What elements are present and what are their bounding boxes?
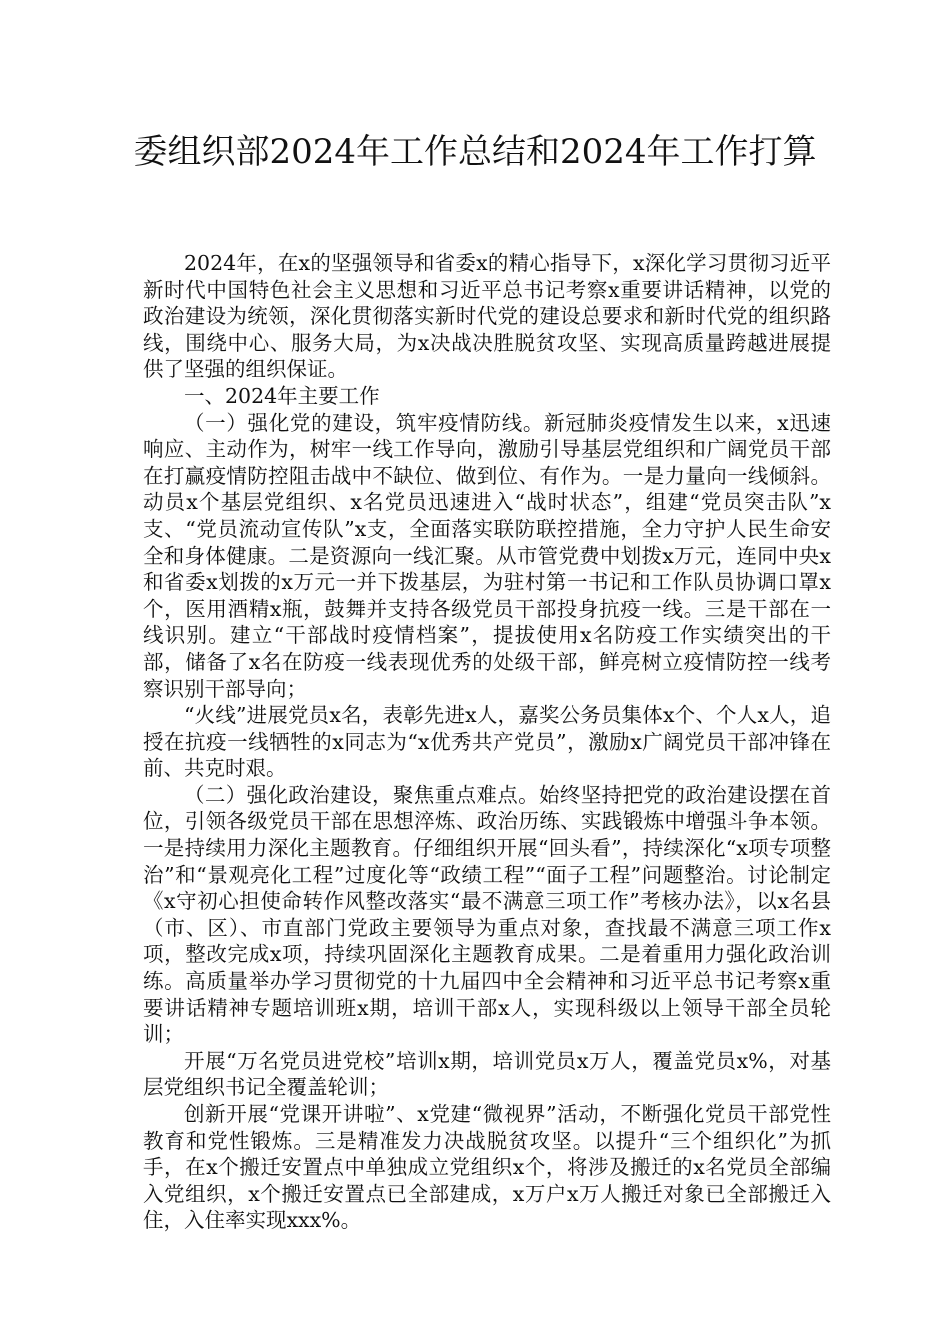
paragraph-party-building: （一）强化党的建设，筑牢疫情防线。新冠肺炎疫情发生以来，x迅速响应、主动作为，树牢一线工作导向，激励引导基层党组织和广阔党员干部在打赢疫情防控阻击战中不缺位、做到位、有作为。一是力量向一线倾斜。动员x个基层党组织、x名党员迅速进入“战时状态”，组建“党员突击队”x支、“党员流动宣传队”x支，全面落实联防联控措施，全力守护人民生命安全和身体健康。二是资源向一线汇聚。从市管党费中划拨x万元，连同中央x和省委x划拨的x万元一并下拨基层，为驻村第一书记和工作队员协调口罩x个，医用酒精x瓶，鼓舞并支持各级党员干部投身抗疫一线。三是干部在一线识别。建立“干部战时疫情档案”，提拔使用x名防疫工作实绩突出的干部，储备了x名在防疫一线表现优秀的处级干部，鲜亮树立疫情防控一线考察识别干部导向； xyxy=(143,410,831,701)
paragraph-intro: 2024年，在x的坚强领导和省委x的精心指导下，x深化学习贯彻习近平新时代中国特色社会主义思想和习近平总书记考察x重要讲话精神，以党的政治建设为统领，深化贯彻落实新时代党的建设总要求和新时代党的组织路线，围绕中心、服务大局，为x决战决胜脱贫攻坚、实现高质量跨越进展提供了坚强的组织保证。 xyxy=(143,251,831,382)
paragraph-party-school-training: 开展“万名党员进党校”培训x期，培训党员x万人，覆盖党员x%，对基层党组织书记全覆盖轮训； xyxy=(143,1048,831,1100)
document-title: 委组织部2024年工作总结和2024年工作打算 xyxy=(133,132,817,172)
paragraph-frontline-members: “火线”进展党员x名，表彰先进x人，嘉奖公务员集体x个、个人x人，追授在抗疫一线牺牲的x同志为“x优秀共产党员”，激励x广阔党员干部冲锋在前、共克时艰。 xyxy=(143,703,831,781)
paragraph-political-building: （二）强化政治建设，聚焦重点难点。始终坚持把党的政治建设摆在首位，引领各级党员干部在思想淬炼、政治历练、实践锻炼中增强斗争本领。一是持续用力深化主题教育。仔细组织开展“回头看”，持续深化“x项专项整治”和“景观亮化工程”过度化等“政绩工程”“面子工程”问题整治。讨论制定《x守初心担使命转作风整改落实“最不满意三项工作”考核办法》，以x名县（市、区）、市直部门党政主要领导为重点对象，查找最不满意三项工作x项，整改完成x项，持续巩固深化主题教育成果。二是着重用力强化政治训练。高质量举办学习贯彻党的十九届四中全会精神和习近平总书记考察x重要讲话精神专题培训班x期，培训干部x人，实现科级以上领导干部全员轮训； xyxy=(143,782,831,1047)
paragraph-poverty-alleviation: 创新开展“党课开讲啦”、x党建“微视界”活动，不断强化党员干部党性教育和党性锻炼。三是精准发力决战脱贫攻坚。以提升“三个组织化”为抓手，在x个搬迁安置点中单独成立党组织x个，将涉及搬迁的x名党员全部编入党组织，x个搬迁安置点已全部建成，x万户x万人搬迁对象已全部搬迁入住，入住率实现xxx%。 xyxy=(143,1102,831,1233)
section-heading-main-work: 一、2024年主要工作 xyxy=(184,383,380,408)
document-body xyxy=(143,250,831,1234)
